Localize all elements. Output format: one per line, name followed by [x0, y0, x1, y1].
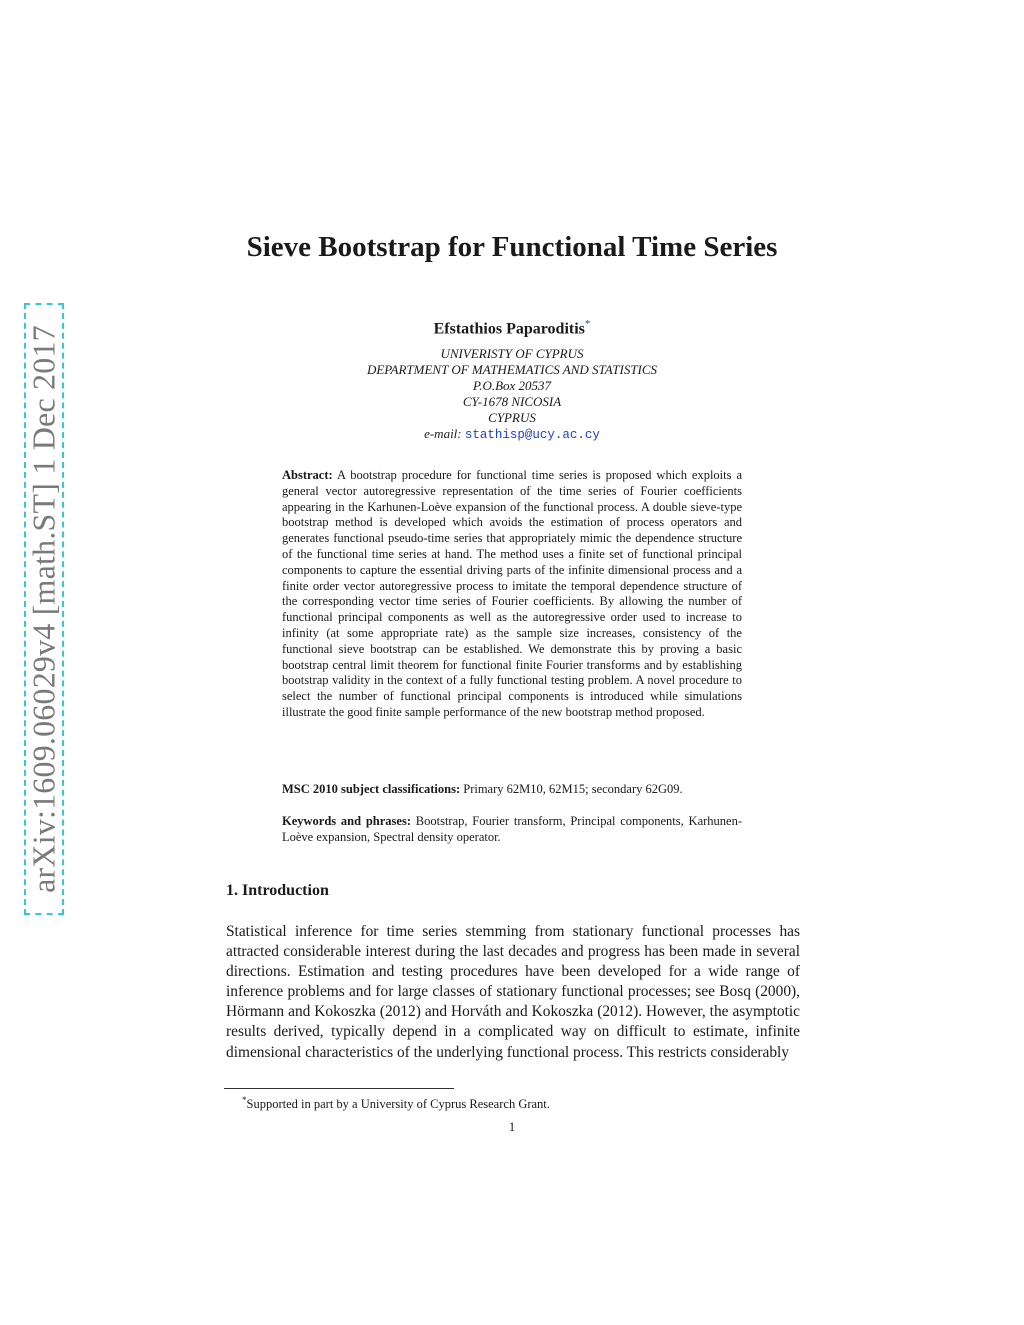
- author-footnote-mark[interactable]: *: [584, 318, 591, 330]
- keywords: [282, 814, 742, 846]
- email-link[interactable]: stathisp@ucy.ac.cy: [464, 428, 600, 442]
- footnote-mark: *: [242, 1095, 247, 1105]
- author-line: [230, 318, 794, 338]
- affiliation-line: DEPARTMENT OF MATHEMATICS AND STATISTICS: [366, 362, 658, 377]
- keywords-label: Keywords and phrases:: [282, 814, 411, 828]
- affiliation-line: UNIVERISTY OF CYPRUS: [440, 346, 584, 361]
- introduction-paragraph: Statistical inference for time series stemming from stationary functional processes has attracted considerable interest during the last decades and progress has been made in several directions. Estimation and testing procedures have been developed for a wide range of inference problems and for large classes of stationary functional processes; see Bosq (2000), Hörmann and Kokoszka (2012) and Horváth and Kokoszka (2012). However, the asymptotic results derived, typically depend in a complicated way on difficult to estimate, infinite dimensional characteristics of the underlying functional process. This restricts considerably: [226, 923, 800, 1061]
- email-line: [230, 426, 794, 443]
- arxiv-identifier: arXiv:1609.06029v4 [math.ST] 1 Dec 2017: [25, 325, 62, 893]
- author-name: Efstathios Paparoditis: [433, 320, 585, 338]
- abstract-text: A bootstrap procedure for functional time series is proposed which exploits a general vector autoregressive representation of the time series of Fourier coefficients appearing in the Karhunen-Loève expansion of the functional process. A double sieve-type bootstrap method is developed which avoids the estimation of process operators and generates functional pseudo-time series that appropriately mimic the dependence structure of the functional time series at hand. The method uses a finite set of functional principal components to capture the essential driving parts of the infinite dimensional process and a finite order vector autoregressive process to imitate the temporal dependence structure of the corresponding vector time series of Fourier coefficients. By allowing the number of functional principal components as well as the autoregressive order used to increase to infinity (at some appropriate rate) as the sample size increases, consistency of the functional sieve bootstrap can be established. We demonstrate this by proving a basic bootstrap central limit theorem for functional finite Fourier transforms and by establishing bootstrap validity in the context of a fully functional testing problem. A novel procedure to select the number of functional principal components is introduced while simulations illustrate the good finite sample performance of the new bootstrap method proposed.: [282, 468, 742, 719]
- paper-title: Sieve Bootstrap for Functional Time Series: [246, 231, 778, 263]
- affiliation-line: CYPRUS: [488, 410, 536, 425]
- msc-classifications: [282, 782, 742, 798]
- section-heading: 1. Introduction: [226, 882, 329, 899]
- affiliation-line: P.O.Box 20537: [472, 378, 552, 393]
- footnote: [242, 1095, 550, 1112]
- email-label: e-mail:: [424, 426, 462, 441]
- page-number: 1: [508, 1119, 516, 1134]
- abstract: [282, 468, 742, 721]
- footnote-rule: [224, 1088, 454, 1089]
- msc-label: MSC 2010 subject classifications:: [282, 782, 461, 796]
- affiliation-block: [230, 346, 794, 443]
- affiliation-line: CY-1678 NICOSIA: [462, 394, 562, 409]
- abstract-label: Abstract:: [282, 468, 333, 482]
- keywords-text: Bootstrap, Fourier transform, Principal components, Karhunen-Loève expansion, Spectral density operator.: [282, 814, 742, 844]
- msc-text: Primary 62M10, 62M15; secondary 62G09.: [463, 782, 683, 796]
- footnote-text: Supported in part by a University of Cyprus Research Grant.: [246, 1097, 550, 1112]
